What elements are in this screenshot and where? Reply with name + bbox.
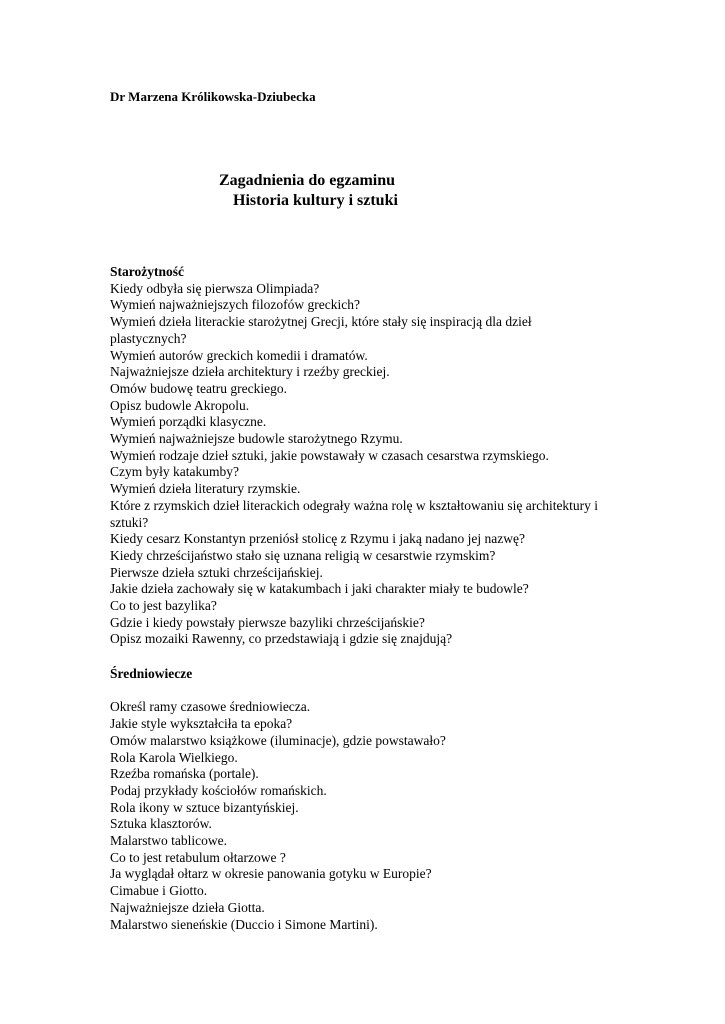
question-item: Pierwsze dzieła sztuki chrześcijańskiej. [110,564,323,580]
question-item: Jakie dzieła zachowały się w katakumbach i jaki charakter miały te budowle? [110,581,529,597]
question-item: Podaj przykłady kościołów romańskich. [110,782,327,798]
question-item: Jakie style wykształciła ta epoka? [110,716,293,732]
question-item: Najważniejsze dzieła Giotta. [110,899,265,915]
question-item: Gdzie i kiedy powstały pierwsze bazyliki chrześcijańskie? [110,614,425,630]
question-item: Opisz mozaiki Rawenny, co przedstawiają i gdzie się znajdują? [110,631,453,647]
question-item: Które z rzymskich dzieł literackich odegrały ważna rolę w kształtowaniu się architektury i sztuki? [110,497,599,530]
question-list-middle-ages [110,699,610,933]
section-heading-middle-ages: Średniowiecze [110,666,193,681]
question-item: Cimabue i Giotto. [110,883,208,899]
question-item: Wymień rodzaje dzieł sztuki, jakie powstawały w czasach cesarstwa rzymskiego. [110,447,549,463]
question-item: Wymień porządki klasyczne. [110,414,267,430]
question-item: Kiedy odbyła się pierwsza Olimpiada? [110,280,320,296]
question-item: Ja wyglądał ołtarz w okresie panowania gotyku w Europie? [110,866,432,882]
title-line-1: Zagadnienia do egzaminu [219,172,396,189]
question-list-antiquity [110,281,610,648]
question-item: Opisz budowle Akropolu. [110,397,250,413]
question-item: Sztuka klasztorów. [110,816,212,832]
question-item: Omów malarstwo książkowe (iluminacje), gdzie powstawało? [110,732,446,748]
question-item: Wymień najważniejszych filozofów greckich? [110,297,360,313]
question-item: Wymień dzieła literatury rzymskie. [110,481,301,497]
question-item: Najważniejsze dzieła architektury i rzeźby greckiej. [110,364,390,380]
question-item: Rzeźba romańska (portale). [110,766,259,782]
question-item: Wymień dzieła literackie starożytnej Grecji, które stały się inspiracją dla dzieł plastycznych? [110,314,532,346]
title-line-2: Historia kultury i sztuki [233,192,398,209]
question-item: Wymień autorów greckich komedii i dramatów. [110,347,368,363]
question-item: Rola Karola Wielkiego. [110,749,238,765]
question-item: Co to jest retabulum ołtarzowe ? [110,849,286,865]
author-name: Dr Marzena Królikowska-Dziubecka [110,89,316,104]
question-item: Omów budowę teatru greckiego. [110,380,287,396]
question-item: Rola ikony w sztuce bizantyńskiej. [110,799,299,815]
question-item: Kiedy chrześcijaństwo stało się uznana religią w cesarstwie rzymskim? [110,547,496,563]
question-item: Czym były katakumby? [110,464,239,480]
question-item: Określ ramy czasowe średniowiecza. [110,699,311,715]
question-item: Malarstwo tablicowe. [110,833,227,849]
section-heading-antiquity: Starożytność [110,264,184,279]
section-antiquity [110,264,610,648]
section-middle-ages [110,666,610,933]
question-item: Co to jest bazylika? [110,598,217,614]
question-item: Malarstwo sieneńskie (Duccio i Simone Martini). [110,916,378,932]
question-item: Wymień najważniejsze budowle starożytnego Rzymu. [110,431,403,447]
question-item: Kiedy cesarz Konstantyn przeniósł stolicę z Rzymu i jaką nadano jej nazwę? [110,531,525,547]
